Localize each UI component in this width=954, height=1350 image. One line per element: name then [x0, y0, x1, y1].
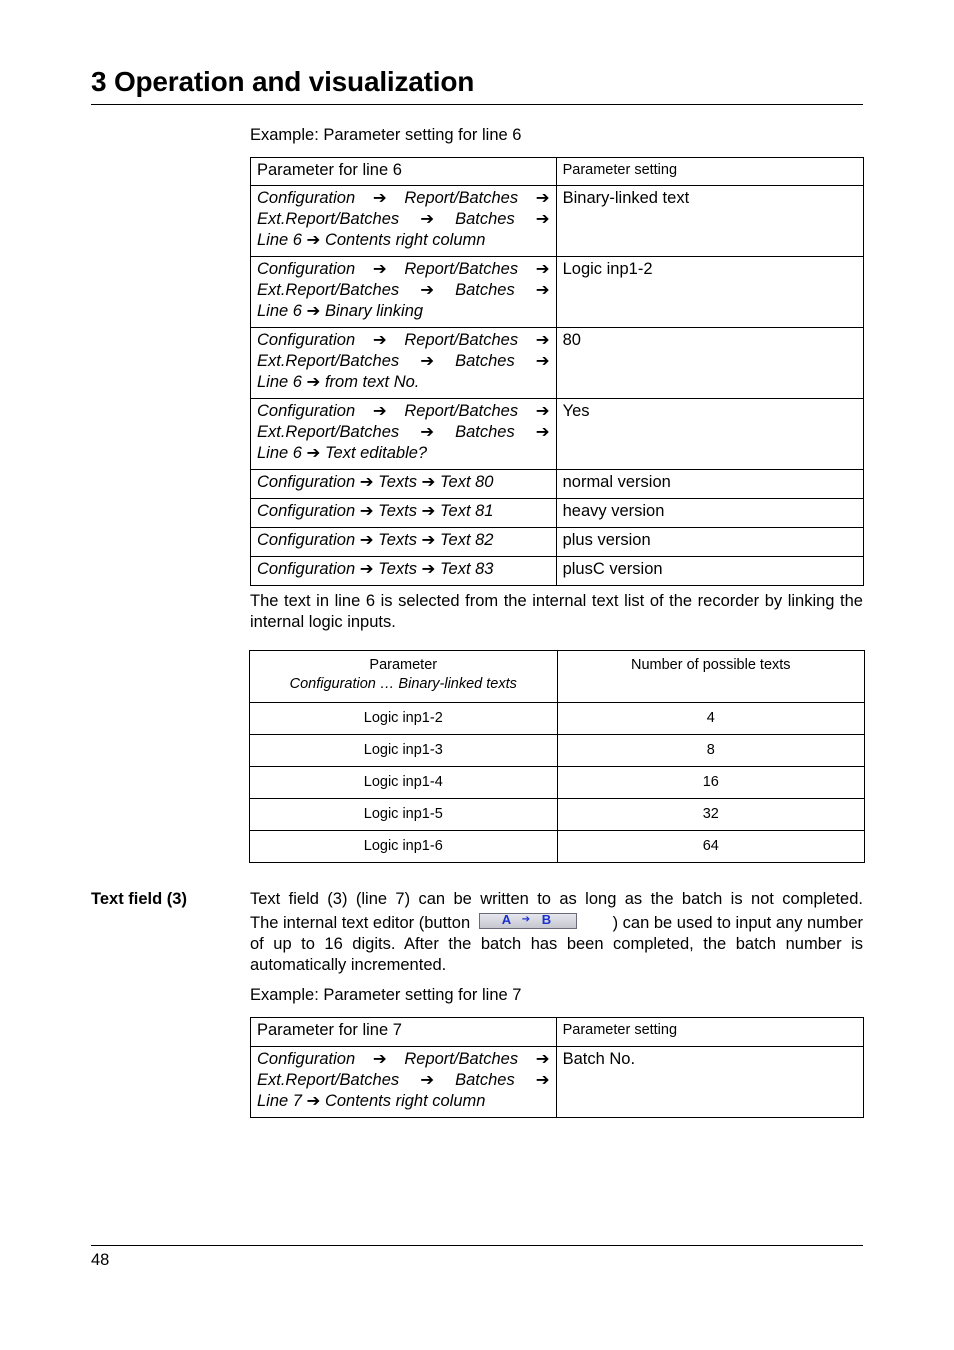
table-row	[250, 767, 865, 799]
param-path-line: Line 6 ➔ Text editable?	[257, 444, 428, 462]
param-path-line: Ext.Report/Batches ➔ Batches ➔	[257, 210, 550, 228]
paragraph-line: of up to 16 digits. After the batch has been completed, the batch number is automatically incremented.	[250, 935, 863, 974]
param-path-line: Configuration ➔ Texts ➔ Text 83	[257, 560, 494, 578]
param-path-line: Configuration ➔ Report/Batches ➔	[257, 1050, 550, 1068]
logic-input-cell: Logic inp1-2	[250, 703, 558, 735]
text-count-cell: 16	[557, 767, 864, 799]
text-count-cell: 8	[557, 735, 864, 767]
page-number: 48	[91, 1251, 110, 1269]
param-value: plusC version	[556, 557, 863, 586]
table-row	[251, 557, 864, 586]
example-caption-line6: Example: Parameter setting for line 6	[250, 126, 522, 144]
table-row	[251, 528, 864, 557]
table-header-parameter: Parameter	[369, 657, 438, 673]
logic-input-cell: Logic inp1-3	[250, 735, 558, 767]
logic-input-cell: Logic inp1-6	[250, 831, 558, 863]
param-path-line: Ext.Report/Batches ➔ Batches ➔	[257, 1071, 550, 1089]
paragraph-fragment: The internal text editor (button	[250, 914, 475, 932]
table-row	[251, 1047, 864, 1118]
binary-linked-texts-table	[249, 650, 865, 863]
table-header-row	[250, 651, 865, 703]
parameter-table-line7	[250, 1017, 864, 1118]
logic-input-cell: Logic inp1-5	[250, 799, 558, 831]
paragraph-text-selection: The text in line 6 is selected from the internal text list of the recorder by linking the internal logic inputs.	[250, 592, 863, 631]
param-path-line: Line 6 ➔ from text No.	[257, 373, 420, 391]
paragraph-fragment: ) can be used to input any number	[612, 914, 863, 932]
parameter-table-line6	[250, 157, 864, 586]
paragraph-text-field	[250, 889, 863, 976]
table-header-setting: Parameter setting	[556, 158, 863, 186]
param-value: heavy version	[556, 499, 863, 528]
side-heading-text-field: Text field (3)	[91, 890, 187, 908]
param-path-line: Ext.Report/Batches ➔ Batches ➔	[257, 352, 550, 370]
param-path-line: Configuration ➔ Texts ➔ Text 80	[257, 473, 494, 491]
text-editor-button-icon	[479, 913, 577, 929]
text-count-cell: 4	[557, 703, 864, 735]
header-rule	[91, 104, 863, 105]
chapter-title: 3 Operation and visualization	[91, 66, 475, 97]
param-path-line: Ext.Report/Batches ➔ Batches ➔	[257, 281, 550, 299]
button-letter-a: A	[501, 912, 512, 927]
table-header-row	[251, 1018, 864, 1047]
logic-input-cell: Logic inp1-4	[250, 767, 558, 799]
paragraph-line: Text field (3) (line 7) can be written to as long as the batch is not completed.	[250, 890, 863, 908]
table-row	[250, 831, 865, 863]
table-row	[250, 703, 865, 735]
param-path-line: Configuration ➔ Texts ➔ Text 82	[257, 531, 494, 549]
param-path-line: Line 6 ➔ Binary linking	[257, 302, 424, 320]
paragraph-line-with-button	[250, 913, 863, 934]
param-path-line: Ext.Report/Batches ➔ Batches ➔	[257, 423, 550, 441]
table-header-setting: Parameter setting	[556, 1018, 863, 1047]
table-row	[251, 499, 864, 528]
table-row	[251, 328, 864, 399]
param-value: plus version	[556, 528, 863, 557]
table-row	[251, 470, 864, 499]
table-header-count: Number of possible texts	[557, 651, 864, 703]
param-value: Binary-linked text	[556, 186, 863, 257]
param-path-line: Configuration ➔ Report/Batches ➔	[257, 260, 550, 278]
param-value: 80	[556, 328, 863, 399]
param-path-line: Configuration ➔ Report/Batches ➔	[257, 189, 550, 207]
param-path-line: Configuration ➔ Report/Batches ➔	[257, 331, 550, 349]
table-header-parameter: Parameter for line 7	[251, 1018, 557, 1047]
text-count-cell: 64	[557, 831, 864, 863]
table-row	[250, 735, 865, 767]
param-path-line: Configuration ➔ Texts ➔ Text 81	[257, 502, 494, 520]
table-row	[250, 799, 865, 831]
button-letter-b: B	[541, 912, 552, 927]
table-header-parameter-path: Configuration … Binary-linked texts	[289, 676, 517, 692]
param-path-line: Line 7 ➔ Contents right column	[257, 1092, 486, 1110]
table-header-row	[251, 158, 864, 186]
table-row	[251, 186, 864, 257]
arrow-right-icon: ➔	[521, 914, 531, 925]
example-caption-line7: Example: Parameter setting for line 7	[250, 986, 522, 1004]
table-row	[251, 257, 864, 328]
table-row	[251, 399, 864, 470]
param-value: Batch No.	[556, 1047, 863, 1118]
param-value: Yes	[556, 399, 863, 470]
param-path-line: Line 6 ➔ Contents right column	[257, 231, 486, 249]
table-header-parameter: Parameter for line 6	[251, 158, 557, 186]
text-count-cell: 32	[557, 799, 864, 831]
footer-rule	[91, 1245, 863, 1246]
param-value: Logic inp1-2	[556, 257, 863, 328]
param-path-line: Configuration ➔ Report/Batches ➔	[257, 402, 550, 420]
param-value: normal version	[556, 470, 863, 499]
